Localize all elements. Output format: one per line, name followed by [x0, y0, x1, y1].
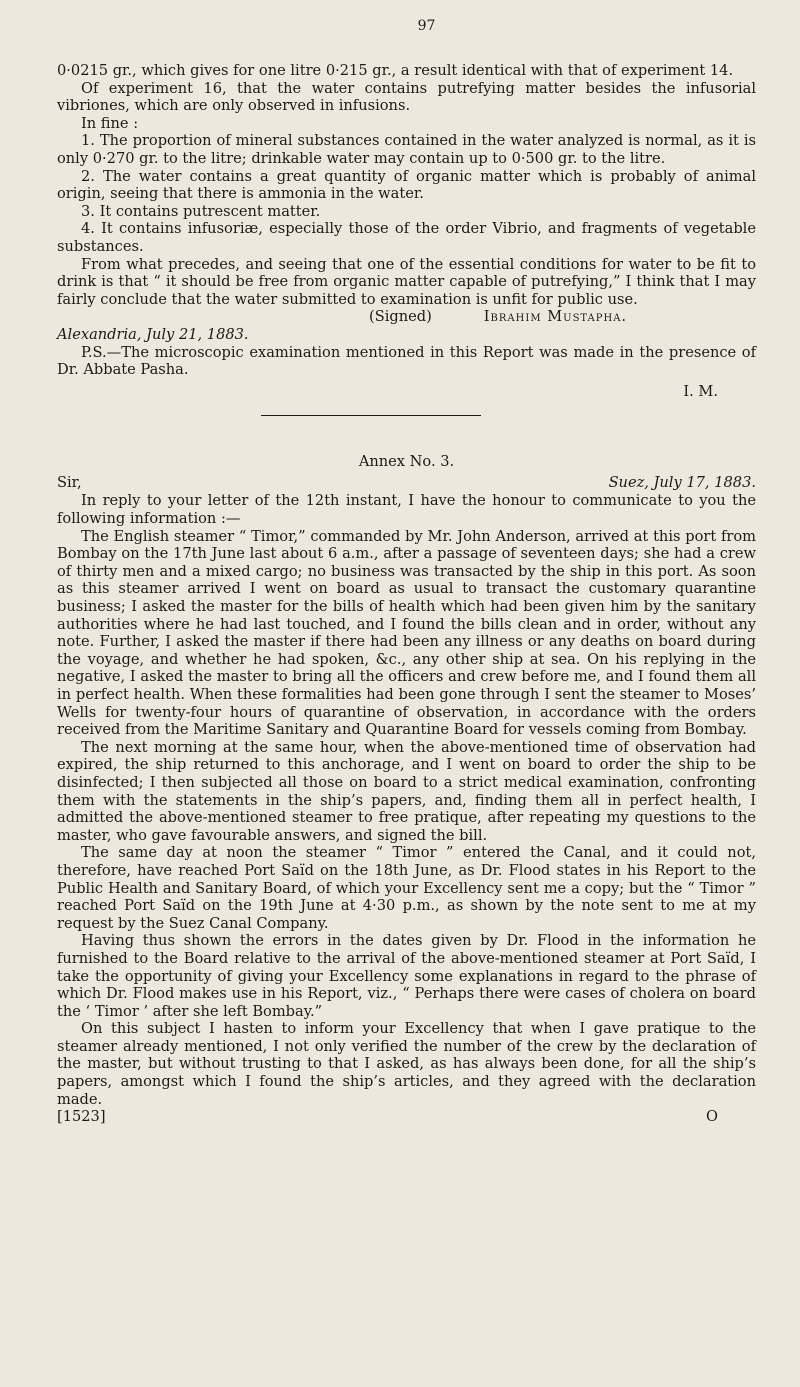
paragraph: Having thus shown the errors in the dates given by Dr. Flood in the information he furnished to the Board relative to the arrival of the above-mentioned steamer at Port Saïd, I take the opportunity of giving your Excellency some explanations in regard to the phrase of which Dr. Flood makes use in his Report, viz., “ Perhaps there were cases of cholera on board the ‘ Timor ’ after she left Bombay.”	[57, 932, 756, 1020]
conclusion-item: 3. It contains putrescent matter.	[81, 202, 321, 220]
paragraph: The same day at noon the steamer “ Timor ” entered the Canal, and it could not, therefore, have reached Port Saïd on the 18th June, as Dr. Flood states in his Report to the Public Health and Sanitary Board, of which your Excellency sent me a copy; but the “ Timor ” reached Port Saïd on the 19th June at 4·30 p.m., as shown by the note sent to me at my request by the Suez Canal Company.	[57, 844, 756, 932]
paragraph: Of experiment 16, that the water contains putrefying matter besides the infusorial vibriones, which are only observed in infusions.	[57, 79, 756, 115]
signer-name: Ibrahim Mustapha.	[483, 308, 628, 326]
page-footer	[57, 1108, 756, 1126]
page-number: 97	[417, 18, 436, 34]
annex-letter	[57, 453, 756, 1108]
place-date: Alexandria, July 21, 1883.	[57, 325, 249, 343]
paragraph: From what precedes, and seeing that one of the essential conditions for water to be fit to drink is that “ it should be free from organic matter capable of putrefying,” I think that I may fairly conclude that the water submitted to examination is unfit for public use.	[57, 255, 756, 308]
print-number: [1523]	[57, 1108, 106, 1126]
salutation: Sir,	[57, 473, 82, 491]
paragraph: In reply to your letter of the 12th instant, I have the honour to communicate to you the following information :—	[57, 492, 756, 528]
postscript: P.S.—The microscopic examination mentioned in this Report was made in the presence of Dr. Abbate Pasha.	[57, 343, 756, 379]
report-conclusion	[57, 62, 756, 400]
annex-title: Annex No. 3.	[358, 453, 455, 471]
signed-label: (Signed)	[369, 308, 432, 326]
section-divider	[261, 415, 481, 416]
conclusion-item: 2. The water contains a great quantity of organic matter which is probably of animal origin, seeing that there is ammonia in the water.	[57, 167, 756, 203]
paragraph: The English steamer “ Timor,” commanded by Mr. John Anderson, arrived at this port from Bombay on the 17th June last about 6 a.m., after a passage of seventeen days; she had a crew of thirty men and a mixed cargo; no business was transacted by the ship in this port. As soon as this steamer arrived I went on board as usual to transact the customary quarantine business; I asked the master for the bills of health which had been given him by the sanitary authorities where he had last touched, and I found the bills clean and in order, without any note. Further, I asked the master if there had been any illness or any deaths on board during the voyage, and whether he had spoken, &c., any other ship at sea. On his replying in the negative, I asked the master to bring all the officers and crew before me, and I found them all in perfect health. When these formalities had been gone through I sent the steamer to Moses’ Wells for twenty-four hours of quarantine of observation, in accordance with the orders received from the Maritime Sanitary and Quarantine Board for vessels coming from Bombay.	[57, 527, 756, 739]
paragraph: 0·0215 gr., which gives for one litre 0·215 gr., a result identical with that of experiment 14.	[57, 62, 734, 79]
conclusion-item: 1. The proportion of mineral substances contained in the water analyzed is normal, as it is only 0·270 gr. to the litre; drinkable water may contain up to 0·500 gr. to the litre.	[57, 132, 756, 167]
signature-mark: O	[706, 1108, 718, 1126]
paragraph: On this subject I hasten to inform your Excellency that when I gave pratique to the steamer already mentioned, I not only verified the number of the crew by the declaration of the master, but without trusting to that I asked, as has always been done, for all the ship’s papers, amongst which I found the ship’s articles, and they agreed with the declaration made.	[57, 1020, 756, 1108]
letter-header	[57, 474, 756, 492]
signature-line	[57, 308, 756, 326]
initials: I. M.	[683, 382, 718, 400]
conclusion-item: 4. It contains infusoriæ, especially those of the order Vibrio, and fragments of vegetable substances.	[57, 220, 756, 255]
paragraph: In fine :	[81, 114, 139, 132]
paragraph: The next morning at the same hour, when the above-mentioned time of observation had expired, the ship returned to this anchorage, and I went on board to order the ship to be disinfected; I then subjected all those on board to a strict medical examination, confronting them with the statements in the ship’s papers, and, finding them all in perfect health, I admitted the above-mentioned steamer to free pratique, after repeating my questions to the master, who gave favourable answers, and signed the bill.	[57, 738, 756, 844]
letter-place-date: Suez, July 17, 1883.	[608, 473, 756, 491]
